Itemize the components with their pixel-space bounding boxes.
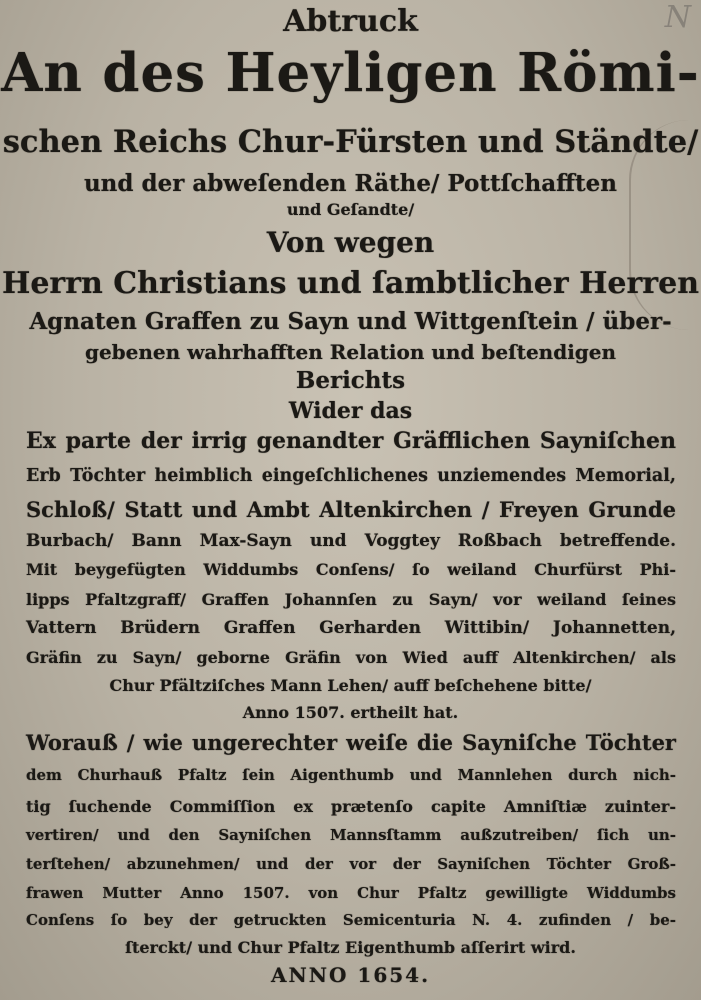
title-line-2: An des Heyligen Römi- [1, 42, 700, 104]
body1-line-6: lipps Pfaltzgraff/ Graffen Johannſen zu Sayn/ vor weiland ſeines [26, 590, 676, 609]
persons-line-3: gebenen wahrhafften Relation und beſtendigen [84, 340, 617, 364]
body2-line-4: vertiren/ und den Sayniſchen Mannsſtamm außzutreiben/ ſich un- [26, 826, 676, 844]
title-line-1: Abtruck [283, 4, 418, 39]
corner-annotation: N [664, 0, 691, 35]
body1-line-5: Mit beygefügten Widdumbs Conſens/ ſo weiland Churfürst Phi- [26, 560, 676, 579]
body1-line-10: Anno 1507. ertheilt hat. [242, 703, 459, 722]
body1-line-2: Erb Töchter heimblich eingeſchlichenes unziemendes Memorial, [26, 466, 676, 486]
body2-line-3: tig ſuchende Commiſſion ex prætenſo capite Amniſtiæ zuinter- [26, 797, 676, 816]
title-line-4: und der abweſenden Räthe/ Pottſchafften [83, 170, 618, 197]
body2-line-8: ſterckt/ und Chur Pfaltz Eigenthumb aſſerirt wird. [125, 938, 576, 957]
body2-line-6: frawen Mutter Anno 1507. von Chur Pfaltz gewilligte Widdumbs [26, 884, 676, 902]
body2-line-7: Conſens ſo bey der getruckten Semicenturia N. 4. zufinden / be- [26, 911, 676, 929]
body1-line-3: Schloß/ Statt und Ambt Altenkirchen / Freyen Grunde [26, 497, 676, 522]
wider-das: Wider das [288, 398, 413, 424]
body1-line-1: Ex parte der irrig genandter Gräfflichen Sayniſchen [26, 428, 676, 454]
body1-line-9: Chur Pfältziſches Mann Lehen/ auff beſchehene bitte/ [109, 676, 592, 695]
publication-year: ANNO 1654. [270, 963, 431, 987]
von-wegen: Von wegen [266, 226, 435, 259]
persons-line-4: Berichts [295, 367, 406, 394]
persons-line-1: Herrn Christians und ſambtlicher Herren [1, 266, 700, 301]
title-line-5: und Geſandte/ [286, 200, 415, 219]
body1-line-8: Gräfin zu Sayn/ geborne Gräfin von Wied auff Altenkirchen/ als [26, 648, 676, 667]
body2-line-5: terſtehen/ abzunehmen/ und der vor der Sayniſchen Töchter Groß- [26, 855, 676, 873]
body1-line-7: Vattern Brüdern Graffen Gerharden Wittibin/ Johannetten, [26, 618, 676, 638]
title-line-3: schen Reichs Chur-Fürsten und Ständte/ [2, 124, 699, 160]
body2-line-2: dem Churhauß Pfaltz ſein Aigenthumb und Mannlehen durch nich- [26, 766, 676, 784]
persons-line-2: Agnaten Graffen zu Sayn und Wittgenſtein / über- [29, 308, 672, 335]
body1-line-4: Burbach/ Bann Max-Sayn und Voggtey Roßbach betreffende. [26, 531, 676, 551]
body2-line-1: Worauß / wie ungerechter weiſe die Sayniſche Töchter [26, 730, 676, 755]
